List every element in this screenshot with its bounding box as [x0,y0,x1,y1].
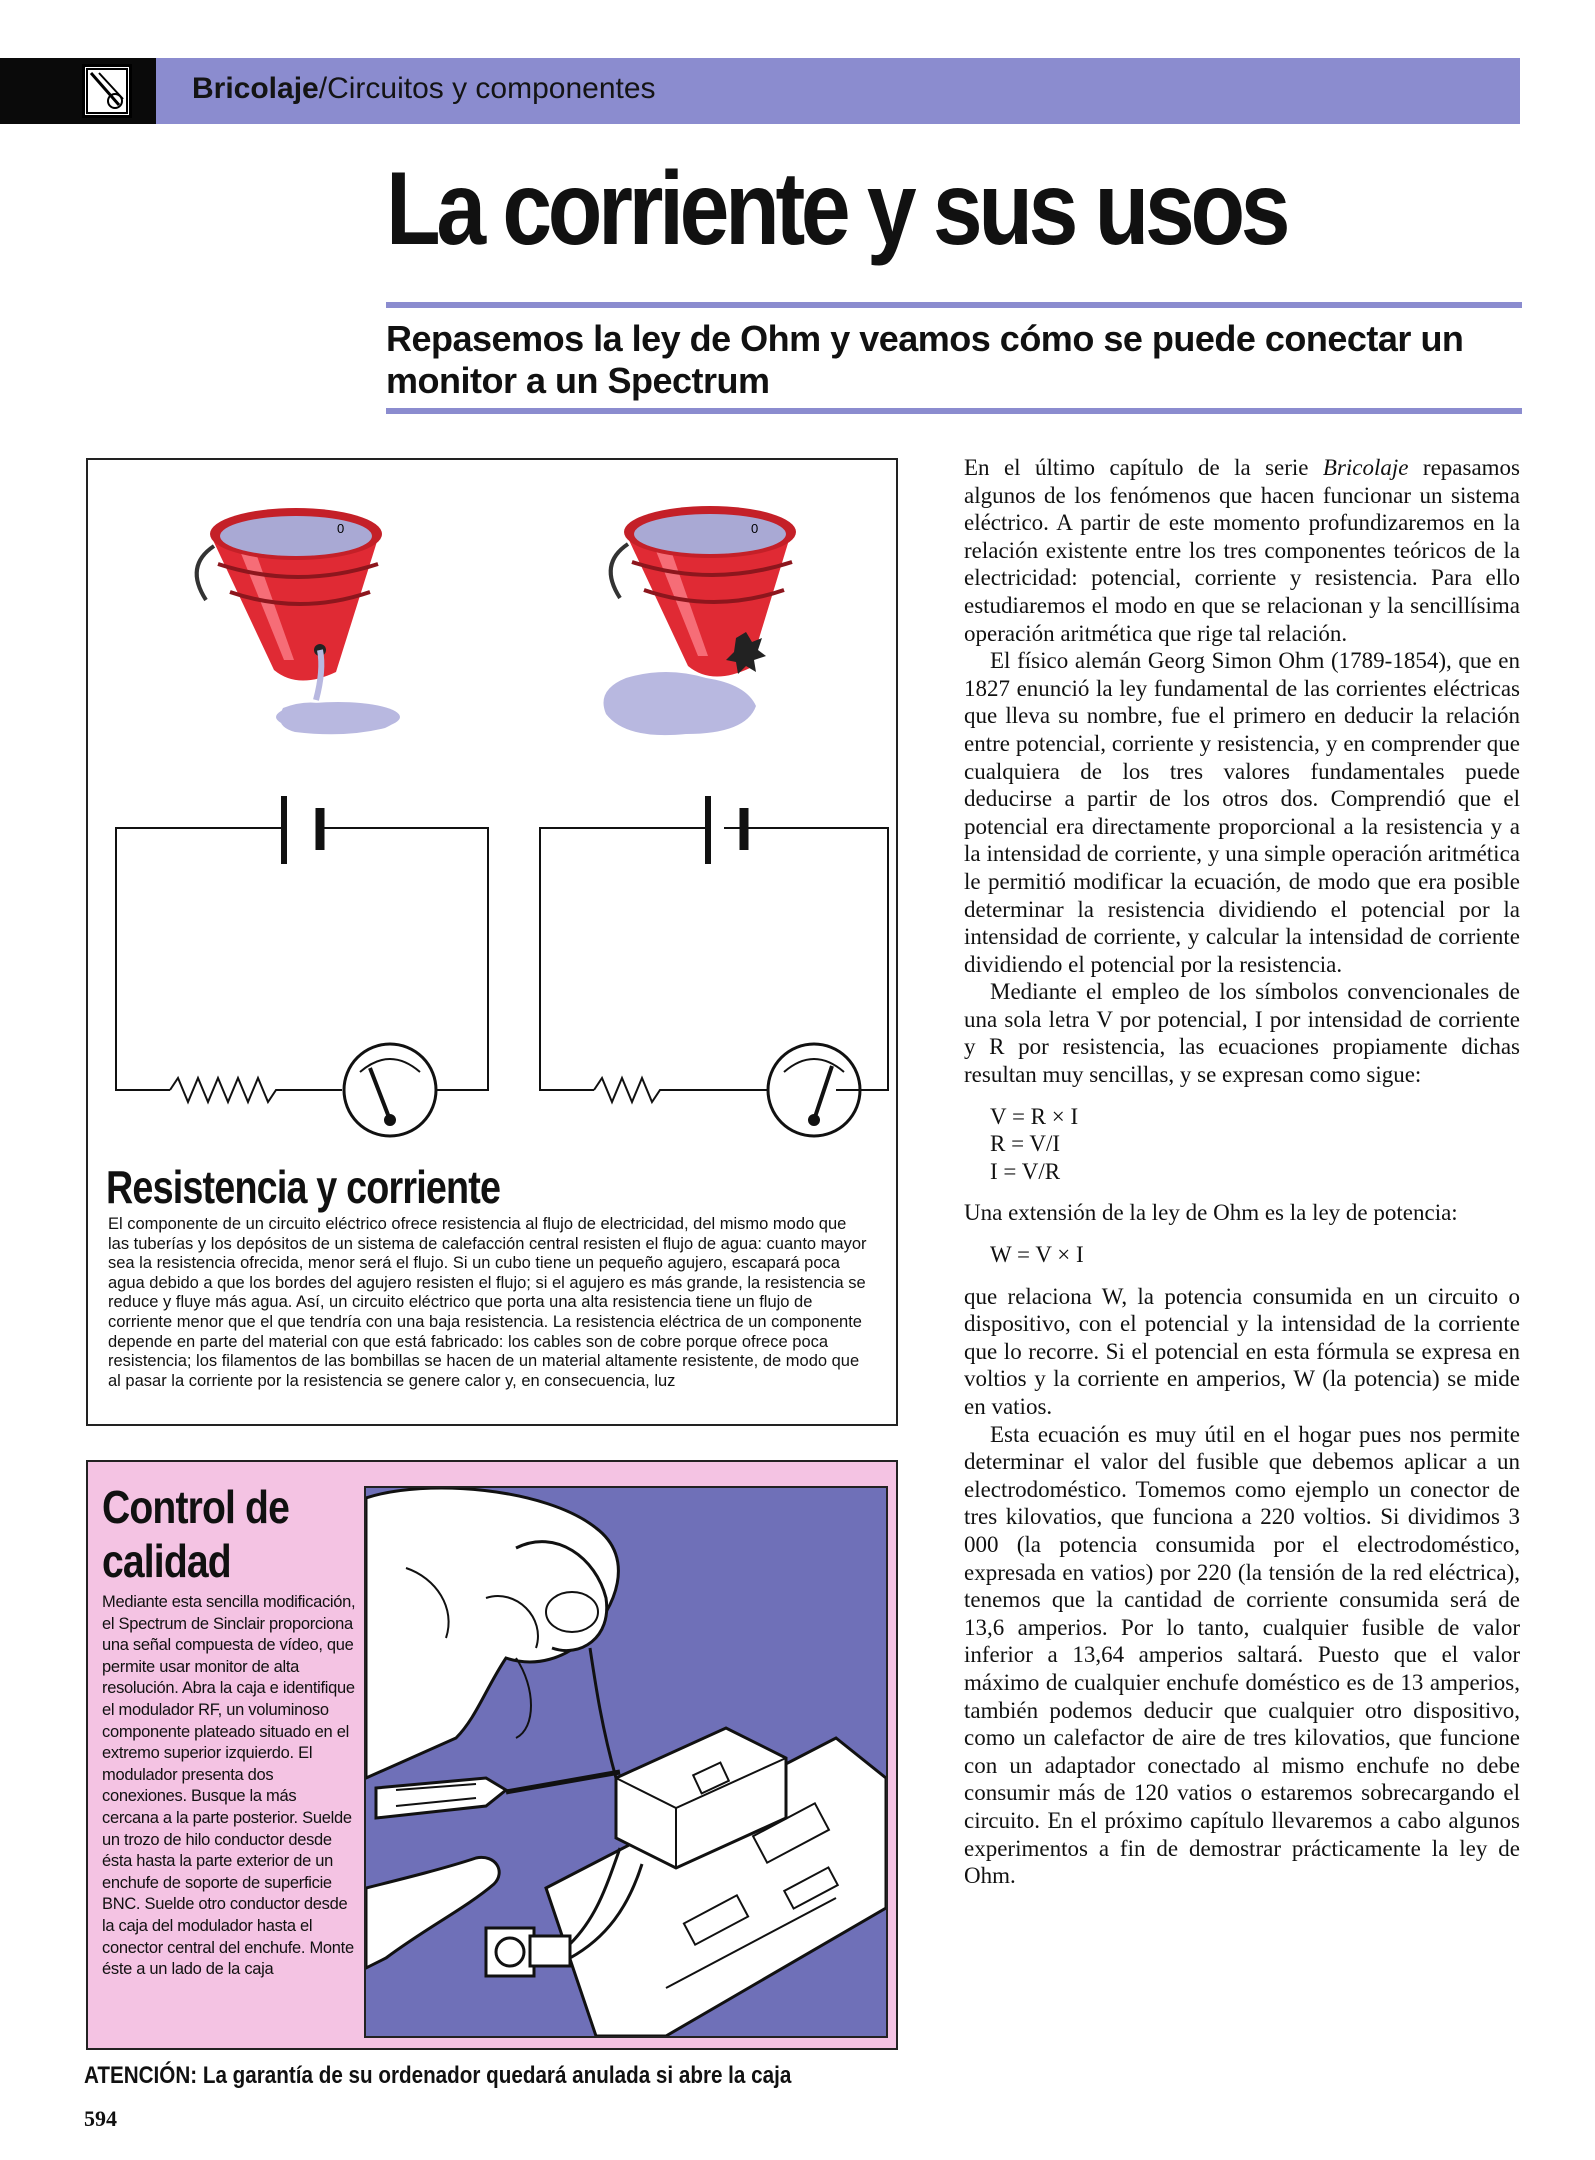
page-subtitle: Repasemos la ley de Ohm y veamos cómo se puede conectar un monitor a un Spectrum [386,318,1464,401]
resistance-diagram-box [86,458,898,1426]
right-circuit [540,796,888,1136]
right-bucket-label: 0 [751,521,759,536]
left-resistor [170,1078,342,1102]
formula-ohm-i: I = V/R [990,1158,1061,1184]
left-bucket-label: 0 [337,521,345,536]
quality-control-box [86,1460,898,2050]
formula-power: W = V × I [990,1242,1084,1268]
formula-ohm-v: V = R × I [990,1103,1079,1129]
page-title: La corriente y sus usos [386,151,1287,267]
paragraph-5: que relaciona W, la potencia consumida en un circuito o dispositivo, con el potencial y la intensidad de la corriente que lo recorre. Si el potencial en esta fórmula se expresa en voltios y la corriente en amperios, W (la potencia) se mide en vatios. [964,1283,1520,1419]
paragraph-3: Mediante el empleo de los símbolos convencionales de una sola letra V por potencial, I por intensidad de corriente y R por resistencia, las ecuaciones propiamente dichas resultan muy sencillas, y se expresan como sigue: [964,979,1520,1088]
quality-text: Mediante esta sencilla modificación, el Spectrum de Sinclair proporciona una señal compuesta de vídeo, que permite usar monitor de alta resolución. Abra la caja e identifique el modulador RF, un voluminoso componente plateado situado en el extremo superior izquierdo. El modulador presenta dos conexiones. Busque la más cercana a la parte posterior. Suelde un trozo de hilo conductor desde ésta hasta la parte exterior de un enchufe de soporte de superficie BNC. Suelde otro conductor desde la caja del modulador hasta el conector central del enchufe. Monte éste a un lado de la caja [102,1593,356,1979]
paragraph-2: El físico alemán Georg Simon Ohm (1789-1854), que en 1827 enunció la ley fundamental de las corrientes eléctricas que lleva su nombre, fue el primero en deducir la relación entre potencial, corriente y resistencia, y en comprender que cualquiera de los tres valores fundamentales puede deducirse a partir de los otros dos. Comprendió que el potencial era directamente proporcional a la resistencia y a la intensidad de corriente, y una simple operación aritmética le permitió modificar la ecuación, de modo que era posible determinar la resistencia dividiendo el potencial por la intensidad de corriente, y calcular la intensidad de corriente dividiendo el potencial por la resistencia. [964,648,1520,977]
left-circuit [116,796,488,1136]
right-bucket-illustration [604,506,797,735]
diagram-heading: Resistencia y corriente [106,1161,501,1213]
soldering-iron-icon [82,64,132,118]
warranty-warning: ATENCIÓN: La garantía de su ordenador quedará anulada si abre la caja [84,2062,792,2089]
spectrum-modification-illustration [364,1486,888,2038]
paragraph-4: Una extensión de la ley de Ohm es la ley de potencia: [964,1200,1458,1226]
right-resistor [594,1078,768,1102]
left-bucket-illustration [197,508,400,734]
subtitle-rule [386,408,1522,414]
quality-heading: Control de calidad [102,1481,289,1587]
page-number: 594 [84,2106,117,2131]
resistance-diagram [88,460,896,1160]
article-body [964,454,1520,1890]
paragraph-6: Esta ecuación es muy útil en el hogar pues nos permite determinar el valor del fusible que debemos aplicar a un electrodoméstico. Tomemos como ejemplo un conector de tres kilovatios, que funciona a 220 voltios. Si dividimos 3 000 (la potencia consumida por el electrodoméstico, expresada en vatios) por 220 (la tensión de la red eléctrica), tenemos que la cantidad de corriente consumida será de 13,6 amperios. Por lo tanto, cualquier fusible de valor inferior a 13,64 amperios saltará. Puesto que el valor máximo de cualquier enchufe doméstico es de 13 amperios, también podemos deducir que cualquier otro dispositivo, como un calefactor de aire de tres kilovatios, que funcione con un adaptador conectado al mismo enchufe no debe consumir más de 120 vatios o estaremos sobrecargando el circuito. En el próximo capítulo llevaremos a cabo algunos experimentos a fin de demostrar prácticamente la ley de Ohm. [964,1421,1520,1889]
diagram-caption: El componente de un circuito eléctrico ofrece resistencia al flujo de electricidad, del mismo modo que las tuberías y los depósitos de un sistema de calefacción central resisten el flujo de agua: cuanto mayor sea la resistencia ofrecida, menor será el flujo. Si un cubo tiene un pequeño agujero, escapará poca agua debido a que los bordes del agujero resisten el flujo; si el agujero es más grande, la resistencia se reduce y fluye más agua. Así, un circuito eléctrico que porta una alta resistencia tiene un flujo de corriente menor que el que tendría con una baja resistencia. La resistencia eléctrica de un componente depende en parte del material con que está fabricado: los cables son de cobre porque ofrece poca resistencia; los filamentos de las bombillas se hacen de un material altamente resistente, de modo que al pasar la corriente por la resistencia se genere calor y, en consecuencia, luz [108,1215,867,1390]
header-logo-block [0,58,156,124]
section-label: Bricolaje/Circuitos y componentes [192,72,656,105]
title-rule [386,302,1522,308]
paragraph-1: En el último capítulo de la serie Bricolaje repasamos algunos de los fenómenos que hacen funcionar un sistema eléctrico. A partir de este momento profundizaremos en la relación existente entre los tres componentes teóricos de la electricidad: potencial, corriente y resistencia. Para ello estudiaremos el modo en que se relacionan y la sencillísima operación aritmética que rige tal relación. [964,455,1520,646]
formula-ohm-r: R = V/I [990,1131,1061,1157]
